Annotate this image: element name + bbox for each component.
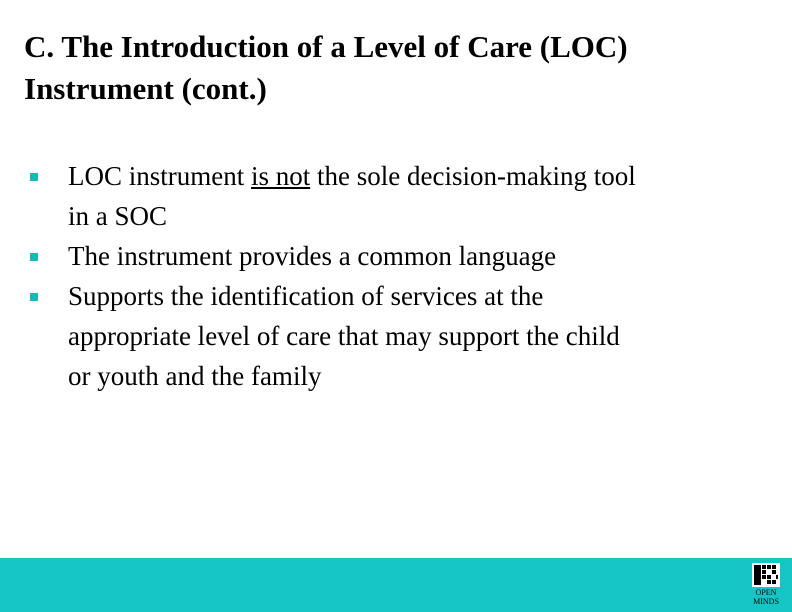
logo-word-minds: MINDS [753, 597, 779, 606]
bullet-item-1 [30, 156, 770, 236]
bullet-1-text-before: LOC instrument [68, 161, 251, 191]
bullet-1-emphasis: is not [251, 161, 311, 191]
square-bullet-icon [30, 173, 38, 181]
open-minds-logo [748, 563, 784, 609]
footer-band [0, 558, 792, 612]
bullet-3-line-1: Supports the identification of services at the [68, 281, 544, 311]
open-minds-logo-text [748, 588, 784, 606]
bullet-item-3 [30, 276, 770, 396]
square-bullet-icon [30, 253, 38, 261]
logo-word-open: OPEN [755, 588, 777, 597]
open-minds-logo-mark-icon [752, 563, 780, 587]
bullet-3-line-3: or youth and the family [68, 361, 322, 391]
slide-title [24, 26, 764, 110]
bullet-1-line-2: in a SOC [68, 201, 168, 231]
title-line-1: C. The Introduction of a Level of Care (LOC) [24, 29, 628, 64]
bullet-2-line-1: The instrument provides a common language [68, 241, 557, 271]
bullet-1-text-after: the sole decision-making tool [310, 161, 636, 191]
bullet-list [30, 156, 770, 396]
bullet-item-2 [30, 236, 770, 276]
bullet-1-line-1 [68, 156, 770, 196]
bullet-3-line-2: appropriate level of care that may support the child [68, 321, 620, 351]
title-line-2: Instrument (cont.) [24, 71, 267, 106]
square-bullet-icon [30, 293, 38, 301]
